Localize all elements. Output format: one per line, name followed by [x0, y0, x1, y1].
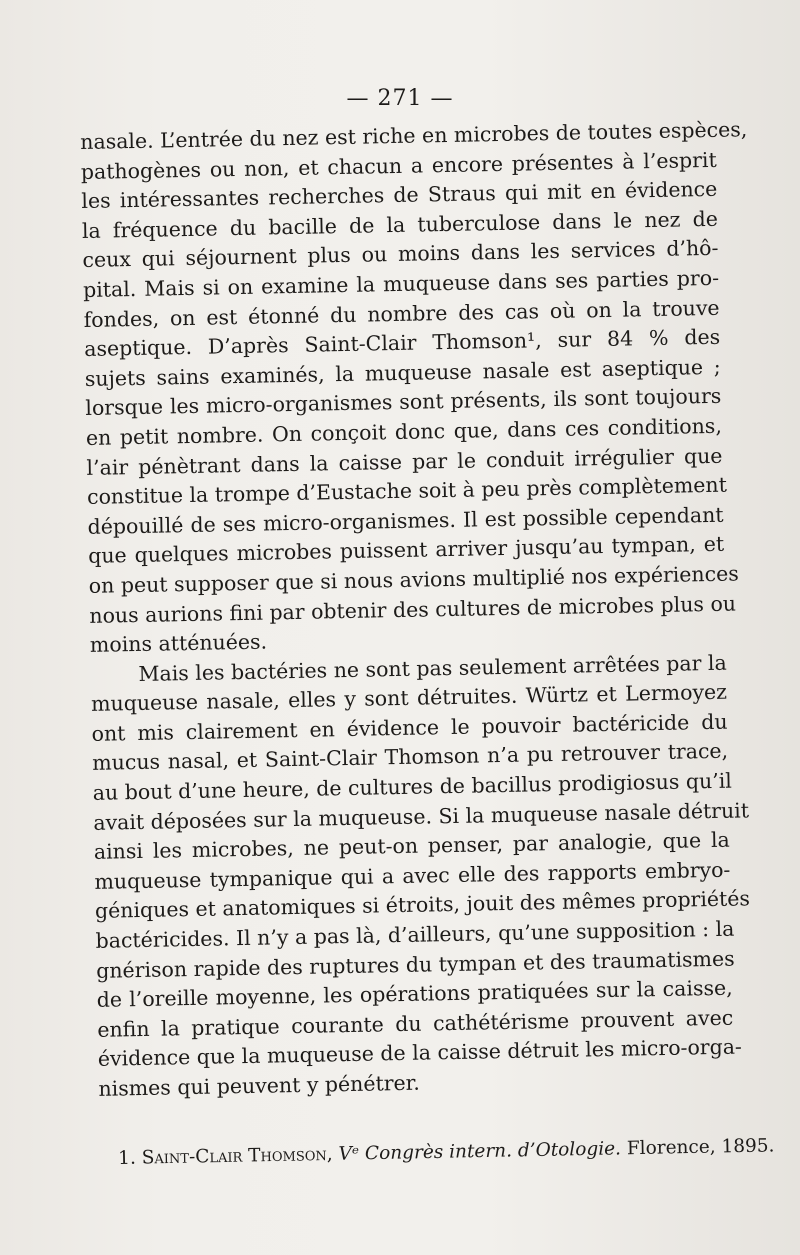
text-line: nasale. L’entrée du nez est riche en microbes de toutes espèces,: [80, 117, 748, 154]
text-line: sujets sains examinés, la muqueuse nasale est aseptique ;: [84, 354, 721, 391]
text-line: les intéressantes recherches de Straus qui mit en évidence: [81, 176, 718, 214]
text-line: bactéricides. Il n’y a pas là, d’ailleurs, qu’une supposition : la: [95, 916, 735, 953]
text-line: aseptique. D’après Saint-Clair Thomson¹, sur 84 % des: [84, 324, 721, 362]
text-line: on peut supposer que si nous avions multiplié nos expériences: [88, 561, 739, 598]
footnote-place-date: Florence, 1895.: [626, 1135, 775, 1160]
body-text: [80, 116, 751, 1105]
text-line: que quelques microbes puissent arriver jusqu’au tympan, et: [87, 532, 725, 569]
text-line: de l’oreille moyenne, les opérations pratiquées sur la caisse,: [96, 975, 733, 1013]
text-line: ainsi les microbes, ne peut-on penser, par analogie, que la: [93, 827, 731, 865]
paragraph-2: [90, 648, 751, 1104]
text-line: enfin la pratique courante du cathétérisme prouvent avec: [97, 1005, 734, 1042]
text-line: lorsque les micro-organismes sont présents, ils sont toujours: [85, 384, 722, 421]
text-line: en petit nombre. On conçoit donc que, dans ces conditions,: [85, 413, 723, 450]
text-line: géniques et anatomiques si étroits, jouit des mêmes propriétés: [94, 886, 751, 924]
text-line: nismes qui peuvent y pénétrer.: [98, 1070, 420, 1101]
text-line: fondes, on est étonné du nombre des cas où on la trouve: [83, 295, 720, 332]
footnote-title: Vᵉ Congrès intern. d’Otologie.: [338, 1138, 622, 1165]
paragraph-1: [80, 116, 748, 661]
page-number: — 271 —: [346, 86, 454, 111]
text-line: mucus nasal, et Saint-Clair Thomson n’a pu retrouver trace,: [91, 739, 729, 776]
text-line: pital. Mais si on examine la muqueuse dans ses parties pro-: [82, 265, 720, 302]
footnote: [118, 1135, 775, 1169]
footnote-number: 1.: [118, 1147, 137, 1169]
footnote-author: Saint-Clair Thomson,: [141, 1143, 333, 1169]
text-line: la fréquence du bacille de la tuberculose dans le nez de: [81, 206, 719, 243]
text-line: évidence que la muqueuse de la caisse détruit les micro-orga-: [97, 1034, 743, 1072]
text-line: avait déposées sur la muqueuse. Si la muqueuse nasale détruit: [93, 797, 750, 835]
text-line: l’air pénètrant dans la caisse par le conduit irrégulier que: [86, 443, 723, 480]
text-line: ceux qui séjournent plus ou moins dans les services d’hô-: [82, 236, 719, 273]
text-line: pathogènes ou non, et chacun a encore présentes à l’esprit: [80, 147, 717, 184]
text-line: constitue la trompe d’Eustache soit à peu près complètement: [86, 472, 728, 510]
text-line: muqueuse nasale, elles y sont détruites. Würtz et Lermoyez: [90, 679, 728, 717]
text-line: ont mis clairement en évidence le pouvoir bactéricide du: [91, 709, 728, 746]
text-line: moins atténuées.: [89, 629, 268, 657]
text-line: au bout d’une heure, de cultures de bacillus prodigiosus qu’il: [92, 768, 733, 805]
text-line: dépouillé de ses micro-organismes. Il est possible cependant: [87, 502, 724, 539]
text-line: muqueuse tympanique qui a avec elle des rapports embryo-: [94, 857, 731, 894]
text-line: nous aurions fini par obtenir des cultures de microbes plus ou: [89, 590, 737, 628]
text-line: gnérison rapide des ruptures du tympan et des traumatismes: [95, 946, 735, 983]
text-line: Mais les bactéries ne sont pas seulement arrêtées par la: [138, 650, 727, 686]
